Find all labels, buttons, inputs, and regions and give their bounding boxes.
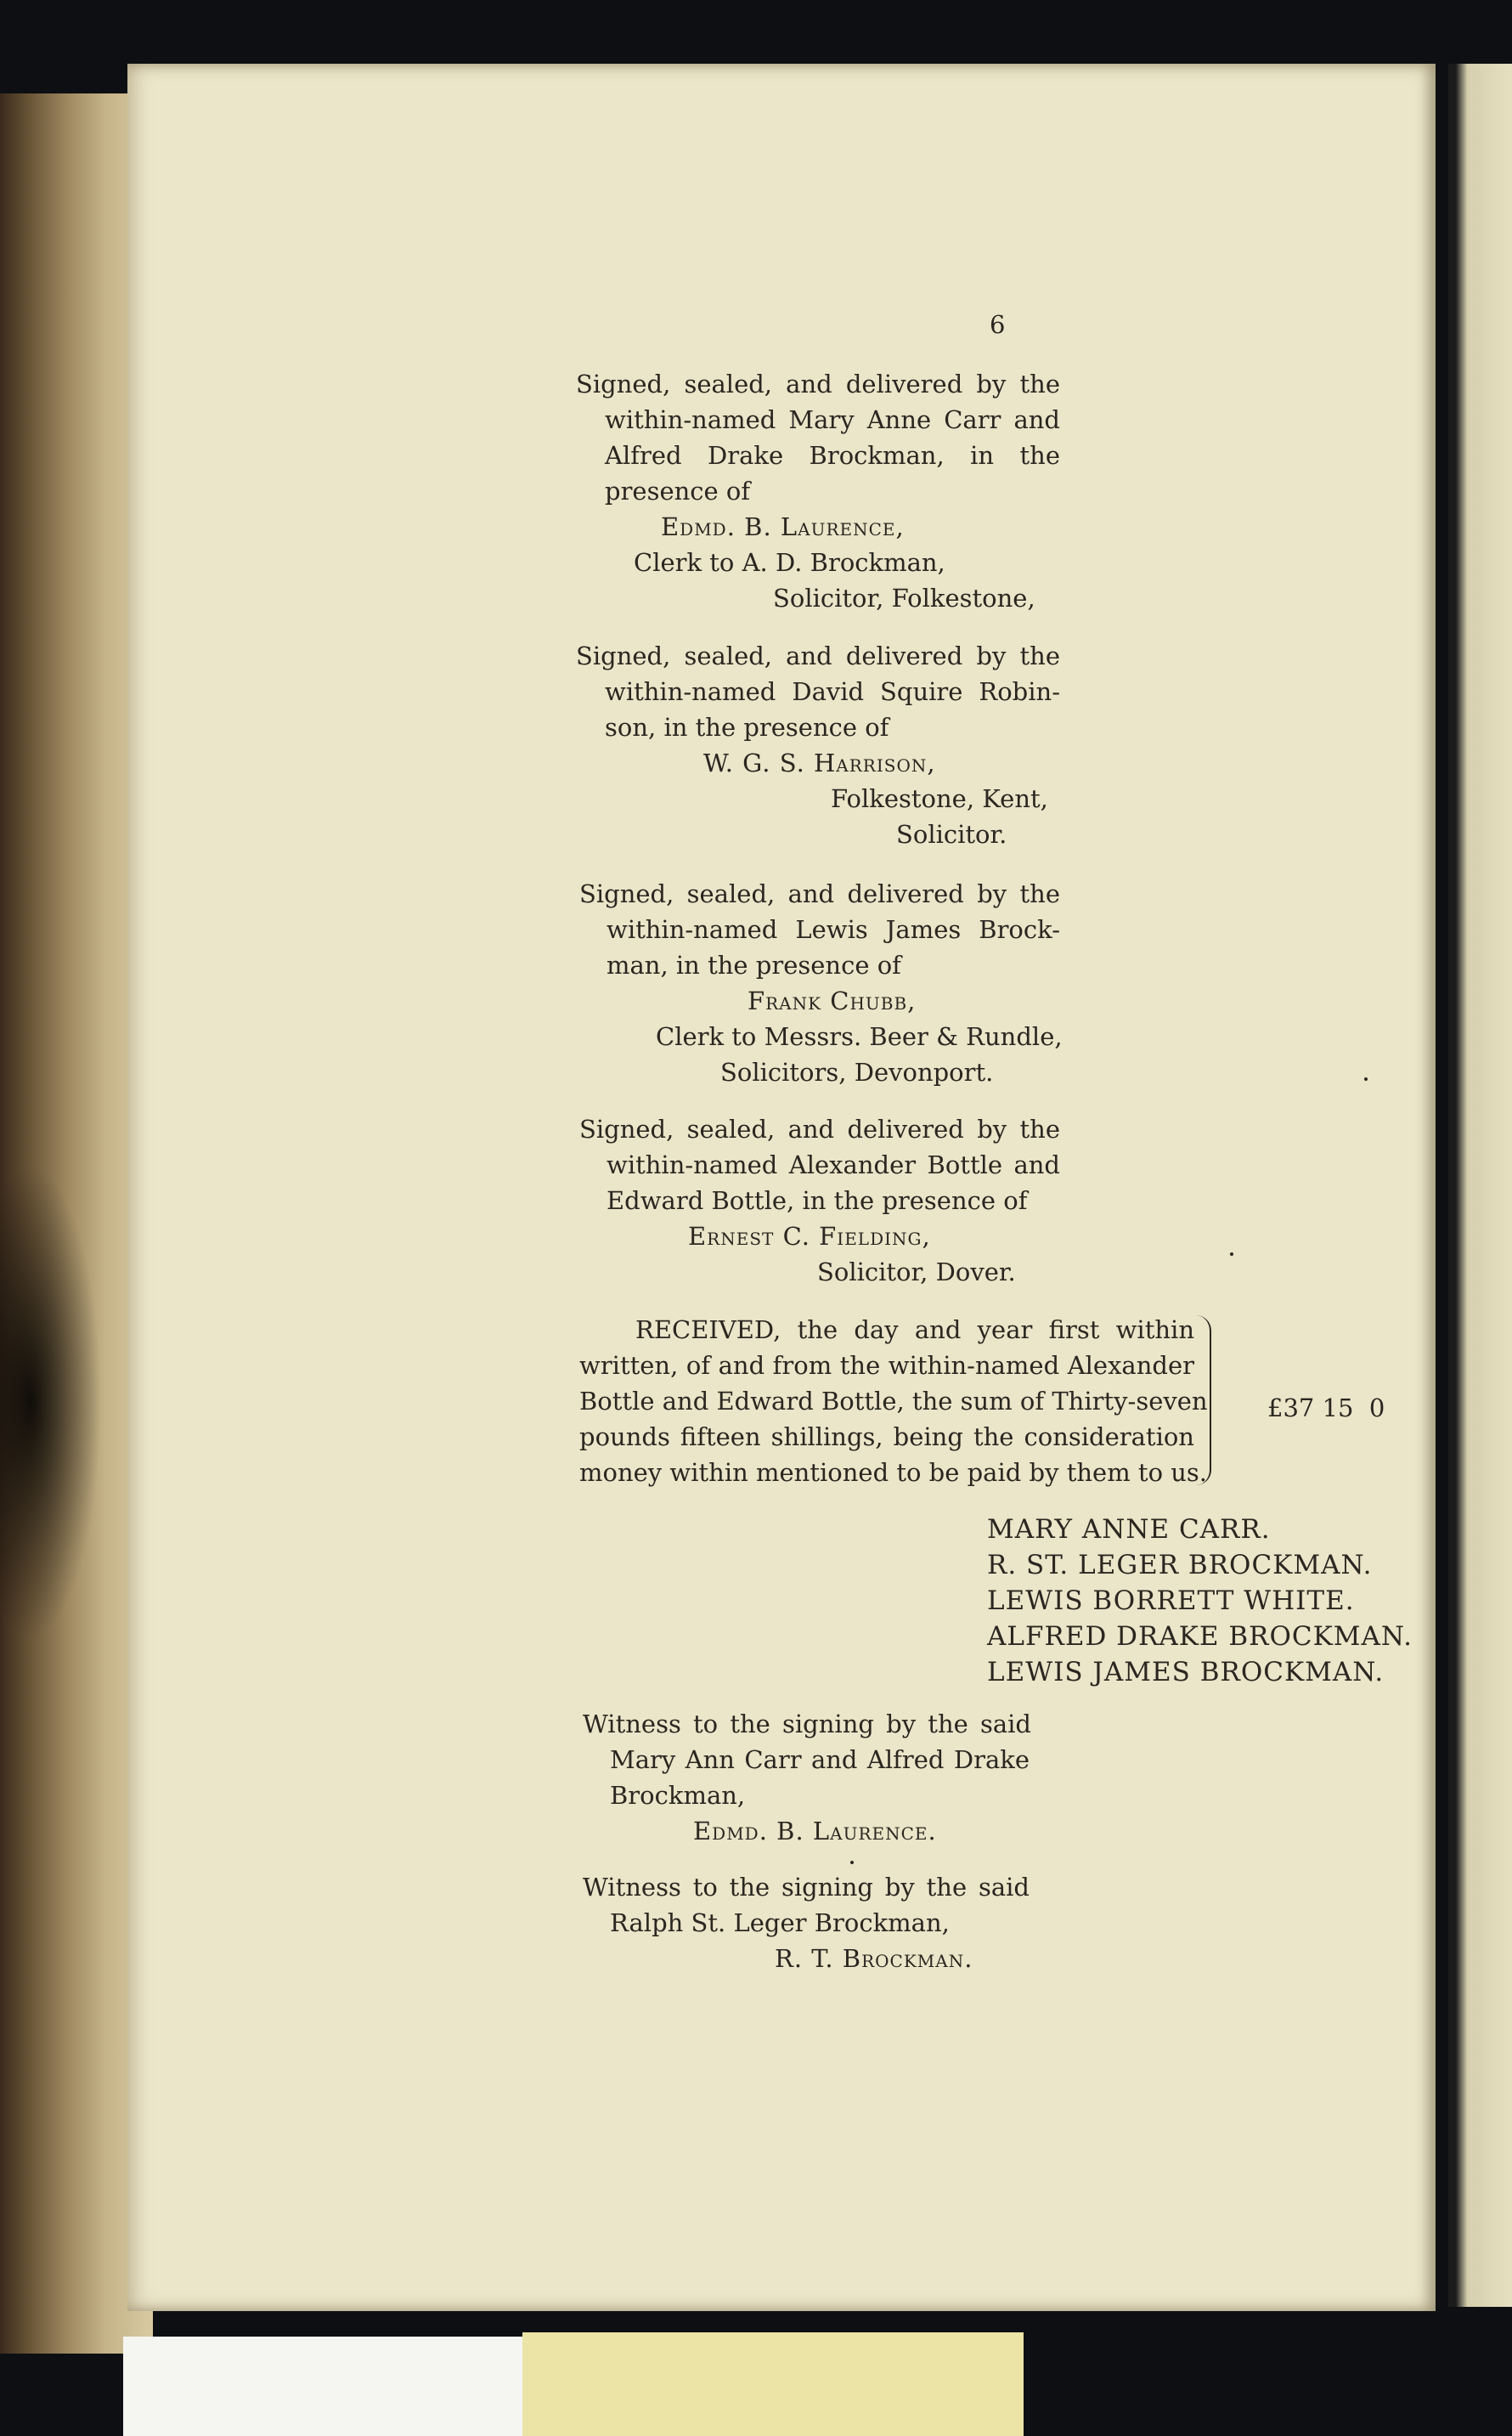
witness-detail: Solicitor. [896,820,1007,849]
witness-note-line: Ralph St. Leger Brockman, [610,1908,950,1937]
attestation-line: within-named David Squire Robin- [605,677,1060,706]
attestation-line: Signed, sealed, and delivered by the [576,641,1060,670]
witness-note-line: Witness to the signing by the said [583,1873,1030,1902]
signatory-name: ALFRED DRAKE BROCKMAN. [987,1621,1413,1652]
attestation-line: within-named Lewis James Brock- [606,915,1060,944]
witness-detail: Solicitors, Devonport. [720,1058,994,1087]
print-speck [850,1861,854,1864]
witness-detail: Solicitor, Dover. [817,1258,1016,1286]
receipt-line: written, of and from the within-named Alexander [579,1351,1194,1380]
attestation-line: within-named Mary Anne Carr and [605,405,1060,434]
witness-detail: Clerk to A. D. Brockman, [634,548,945,577]
shadow [0,1164,102,1640]
attestation-line: Alfred Drake Brockman, in the [605,441,1060,470]
attestation-line: Edward Bottle, in the presence of [606,1186,1028,1215]
witness-name: Edmd. B. Laurence, [661,512,905,541]
bookmark-tab [522,2332,1024,2436]
signatory-name: MARY ANNE CARR. [987,1514,1271,1545]
signatory-name: R. ST. LEGER BROCKMAN. [987,1550,1373,1580]
witness-name: Edmd. B. Laurence. [693,1817,937,1845]
witness-note-line: Mary Ann Carr and Alfred Drake [610,1745,1030,1774]
attestation-line: Signed, sealed, and delivered by the [579,1115,1060,1144]
witness-name: Ernest C. Fielding, [688,1222,931,1251]
signatory-name: LEWIS BORRETT WHITE. [987,1585,1355,1616]
witness-detail: Clerk to Messrs. Beer & Rundle, [656,1022,1063,1051]
next-page-edge [1448,64,1512,2307]
witness-detail: Solicitor, Folkestone, [773,584,1035,613]
attestation-line: son, in the presence of [605,713,889,742]
witness-note-line: Witness to the signing by the said [583,1710,1031,1738]
witness-detail: Folkestone, Kent, [831,784,1048,813]
receipt-line: Bottle and Edward Bottle, the sum of Thirty-seven [579,1387,1208,1416]
attestation-line: Signed, sealed, and delivered by the [579,879,1060,908]
attestation-line: Signed, sealed, and delivered by the [576,370,1060,398]
witness-name: Frank Chubb, [748,986,917,1015]
print-speck [1364,1077,1368,1081]
witness-name: R. T. Brockman. [775,1944,973,1973]
receipt-line: pounds fifteen shillings, being the consideration [579,1422,1194,1451]
attestation-line: within-named Alexander Bottle and [606,1150,1060,1179]
receipt-amount: £37 15 0 [1267,1393,1385,1422]
paper-tab [123,2337,522,2436]
witness-note-line: Brockman, [610,1781,746,1810]
attestation-line: presence of [605,477,751,506]
signatory-name: LEWIS JAMES BROCKMAN. [987,1657,1385,1687]
attestation-line: man, in the presence of [606,951,901,980]
receipt-line: RECEIVED, the day and year first within [635,1315,1194,1344]
witness-name: W. G. S. Harrison, [703,749,936,777]
page-number: 6 [990,310,1006,339]
receipt-line: money within mentioned to be paid by them to us. [579,1458,1208,1487]
print-speck [1230,1252,1233,1256]
receipt-brace [1191,1315,1211,1485]
